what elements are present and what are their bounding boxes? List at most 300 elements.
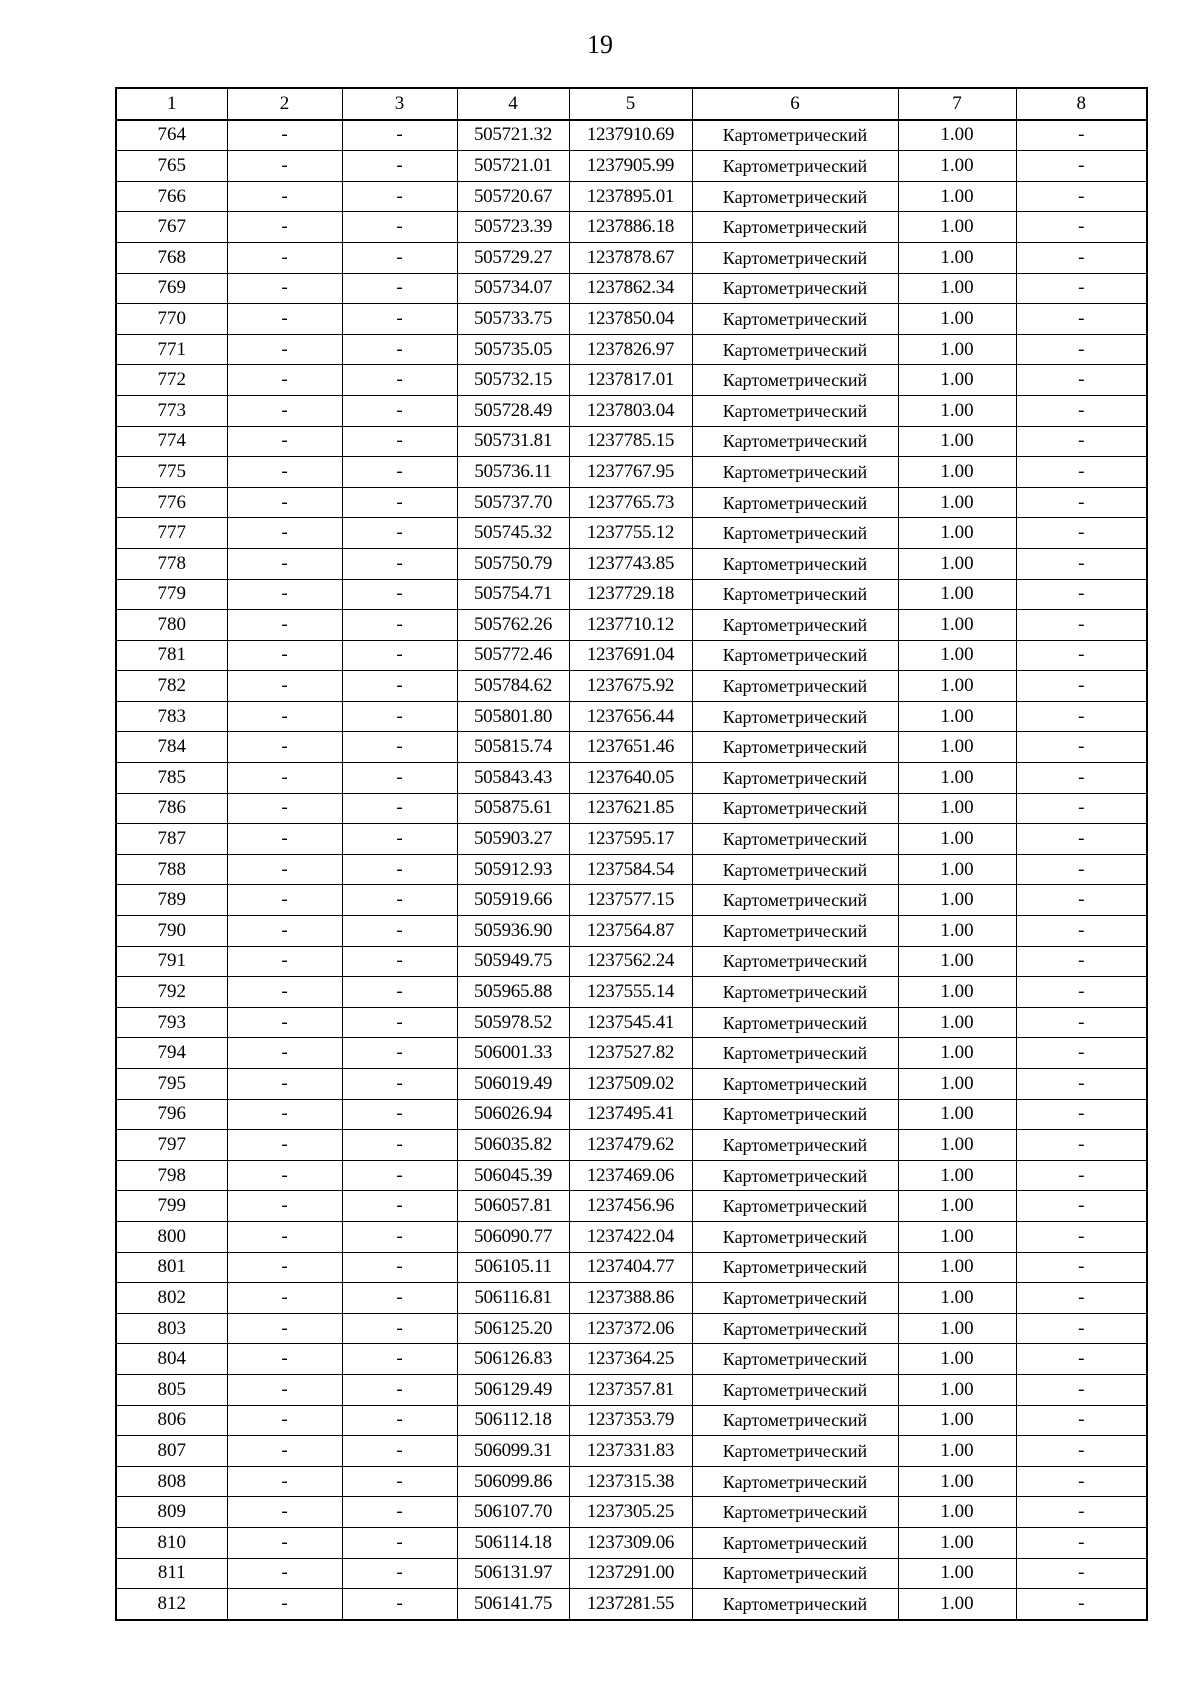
point-number-cell: 811 (116, 1558, 227, 1589)
table-row (116, 1589, 1147, 1620)
accuracy-cell: 1.00 (898, 885, 1016, 916)
col8-cell: - (1016, 242, 1147, 273)
method-cell: Картометрический (692, 1283, 898, 1314)
col8-cell: - (1016, 212, 1147, 243)
accuracy-cell: 1.00 (898, 212, 1016, 243)
col3-cell: - (342, 1038, 457, 1069)
col8-cell: - (1016, 1405, 1147, 1436)
point-number-cell: 782 (116, 671, 227, 702)
y-coordinate-cell: 1237785.15 (569, 426, 692, 457)
accuracy-cell: 1.00 (898, 732, 1016, 763)
x-coordinate-cell: 505919.66 (457, 885, 569, 916)
col2-cell: - (227, 1589, 342, 1620)
method-cell: Картометрический (692, 763, 898, 794)
col8-cell: - (1016, 946, 1147, 977)
y-coordinate-cell: 1237767.95 (569, 457, 692, 488)
y-coordinate-cell: 1237509.02 (569, 1069, 692, 1100)
table-row (116, 487, 1147, 518)
col3-cell: - (342, 824, 457, 855)
table-row (116, 1527, 1147, 1558)
col2-cell: - (227, 518, 342, 549)
col8-cell: - (1016, 1130, 1147, 1161)
table-row (116, 946, 1147, 977)
col2-cell: - (227, 854, 342, 885)
method-cell: Картометрический (692, 242, 898, 273)
y-coordinate-cell: 1237422.04 (569, 1221, 692, 1252)
method-cell: Картометрический (692, 1160, 898, 1191)
col3-cell: - (342, 365, 457, 396)
point-number-cell: 796 (116, 1099, 227, 1130)
method-cell: Картометрический (692, 518, 898, 549)
x-coordinate-cell: 506126.83 (457, 1344, 569, 1375)
method-cell: Картометрический (692, 1191, 898, 1222)
method-cell: Картометрический (692, 671, 898, 702)
col8-cell: - (1016, 671, 1147, 702)
col2-cell: - (227, 1313, 342, 1344)
col2-cell: - (227, 1069, 342, 1100)
accuracy-cell: 1.00 (898, 1099, 1016, 1130)
col8-cell: - (1016, 1191, 1147, 1222)
col8-cell: - (1016, 120, 1147, 151)
accuracy-cell: 1.00 (898, 518, 1016, 549)
x-coordinate-cell: 505734.07 (457, 273, 569, 304)
point-number-cell: 794 (116, 1038, 227, 1069)
x-coordinate-cell: 505843.43 (457, 763, 569, 794)
accuracy-cell: 1.00 (898, 304, 1016, 335)
col3-cell: - (342, 1436, 457, 1467)
point-number-cell: 779 (116, 579, 227, 610)
x-coordinate-cell: 505772.46 (457, 640, 569, 671)
col3-cell: - (342, 1160, 457, 1191)
point-number-cell: 770 (116, 304, 227, 335)
col2-cell: - (227, 1497, 342, 1528)
col3-cell: - (342, 946, 457, 977)
method-cell: Картометрический (692, 1313, 898, 1344)
col8-cell: - (1016, 1099, 1147, 1130)
accuracy-cell: 1.00 (898, 151, 1016, 182)
accuracy-cell: 1.00 (898, 120, 1016, 151)
table-row (116, 120, 1147, 151)
column-header: 8 (1016, 88, 1147, 120)
x-coordinate-cell: 505815.74 (457, 732, 569, 763)
col3-cell: - (342, 1221, 457, 1252)
x-coordinate-cell: 506112.18 (457, 1405, 569, 1436)
table-row (116, 395, 1147, 426)
method-cell: Картометрический (692, 365, 898, 396)
col2-cell: - (227, 181, 342, 212)
col8-cell: - (1016, 1374, 1147, 1405)
x-coordinate-cell: 506057.81 (457, 1191, 569, 1222)
accuracy-cell: 1.00 (898, 1252, 1016, 1283)
x-coordinate-cell: 505754.71 (457, 579, 569, 610)
x-coordinate-cell: 506107.70 (457, 1497, 569, 1528)
col3-cell: - (342, 763, 457, 794)
col8-cell: - (1016, 548, 1147, 579)
y-coordinate-cell: 1237584.54 (569, 854, 692, 885)
col3-cell: - (342, 518, 457, 549)
col2-cell: - (227, 304, 342, 335)
col2-cell: - (227, 824, 342, 855)
col8-cell: - (1016, 1466, 1147, 1497)
table-row (116, 1099, 1147, 1130)
col8-cell: - (1016, 1344, 1147, 1375)
x-coordinate-cell: 505723.39 (457, 212, 569, 243)
col3-cell: - (342, 1497, 457, 1528)
method-cell: Картометрический (692, 273, 898, 304)
y-coordinate-cell: 1237621.85 (569, 793, 692, 824)
method-cell: Картометрический (692, 854, 898, 885)
table-row (116, 1191, 1147, 1222)
col3-cell: - (342, 212, 457, 243)
accuracy-cell: 1.00 (898, 1007, 1016, 1038)
accuracy-cell: 1.00 (898, 426, 1016, 457)
col2-cell: - (227, 610, 342, 641)
table-row (116, 885, 1147, 916)
point-number-cell: 798 (116, 1160, 227, 1191)
point-number-cell: 769 (116, 273, 227, 304)
col2-cell: - (227, 885, 342, 916)
x-coordinate-cell: 506116.81 (457, 1283, 569, 1314)
y-coordinate-cell: 1237281.55 (569, 1589, 692, 1620)
method-cell: Картометрический (692, 916, 898, 947)
col8-cell: - (1016, 793, 1147, 824)
col2-cell: - (227, 1007, 342, 1038)
table-row (116, 916, 1147, 947)
accuracy-cell: 1.00 (898, 365, 1016, 396)
x-coordinate-cell: 505720.67 (457, 181, 569, 212)
method-cell: Картометрический (692, 610, 898, 641)
accuracy-cell: 1.00 (898, 181, 1016, 212)
point-number-cell: 805 (116, 1374, 227, 1405)
x-coordinate-cell: 505733.75 (457, 304, 569, 335)
method-cell: Картометрический (692, 1344, 898, 1375)
y-coordinate-cell: 1237372.06 (569, 1313, 692, 1344)
x-coordinate-cell: 505801.80 (457, 701, 569, 732)
y-coordinate-cell: 1237305.25 (569, 1497, 692, 1528)
col8-cell: - (1016, 365, 1147, 396)
col8-cell: - (1016, 640, 1147, 671)
accuracy-cell: 1.00 (898, 671, 1016, 702)
method-cell: Картометрический (692, 1527, 898, 1558)
y-coordinate-cell: 1237456.96 (569, 1191, 692, 1222)
y-coordinate-cell: 1237315.38 (569, 1466, 692, 1497)
col8-cell: - (1016, 701, 1147, 732)
method-cell: Картометрический (692, 457, 898, 488)
col8-cell: - (1016, 1007, 1147, 1038)
y-coordinate-cell: 1237743.85 (569, 548, 692, 579)
col8-cell: - (1016, 885, 1147, 916)
col8-cell: - (1016, 763, 1147, 794)
method-cell: Картометрический (692, 885, 898, 916)
col3-cell: - (342, 1344, 457, 1375)
col3-cell: - (342, 1527, 457, 1558)
accuracy-cell: 1.00 (898, 1191, 1016, 1222)
x-coordinate-cell: 506141.75 (457, 1589, 569, 1620)
method-cell: Картометрический (692, 1405, 898, 1436)
col2-cell: - (227, 1221, 342, 1252)
method-cell: Картометрический (692, 1099, 898, 1130)
table-row (116, 1221, 1147, 1252)
y-coordinate-cell: 1237656.44 (569, 701, 692, 732)
accuracy-cell: 1.00 (898, 640, 1016, 671)
point-number-cell: 802 (116, 1283, 227, 1314)
col8-cell: - (1016, 273, 1147, 304)
y-coordinate-cell: 1237527.82 (569, 1038, 692, 1069)
y-coordinate-cell: 1237910.69 (569, 120, 692, 151)
col8-cell: - (1016, 1497, 1147, 1528)
accuracy-cell: 1.00 (898, 854, 1016, 885)
col2-cell: - (227, 946, 342, 977)
table-row (116, 548, 1147, 579)
table-row (116, 1344, 1147, 1375)
point-number-cell: 808 (116, 1466, 227, 1497)
x-coordinate-cell: 505728.49 (457, 395, 569, 426)
table-row (116, 518, 1147, 549)
col2-cell: - (227, 120, 342, 151)
point-number-cell: 765 (116, 151, 227, 182)
table-row (116, 1007, 1147, 1038)
method-cell: Картометрический (692, 212, 898, 243)
col2-cell: - (227, 212, 342, 243)
table-row (116, 763, 1147, 794)
column-header: 7 (898, 88, 1016, 120)
col3-cell: - (342, 1007, 457, 1038)
method-cell: Картометрический (692, 701, 898, 732)
method-cell: Картометрический (692, 1466, 898, 1497)
point-number-cell: 775 (116, 457, 227, 488)
point-number-cell: 773 (116, 395, 227, 426)
table-row (116, 1436, 1147, 1467)
col2-cell: - (227, 1344, 342, 1375)
x-coordinate-cell: 505903.27 (457, 824, 569, 855)
x-coordinate-cell: 505978.52 (457, 1007, 569, 1038)
y-coordinate-cell: 1237595.17 (569, 824, 692, 855)
col3-cell: - (342, 916, 457, 947)
col3-cell: - (342, 426, 457, 457)
y-coordinate-cell: 1237826.97 (569, 334, 692, 365)
y-coordinate-cell: 1237691.04 (569, 640, 692, 671)
accuracy-cell: 1.00 (898, 1313, 1016, 1344)
point-number-cell: 795 (116, 1069, 227, 1100)
table-row (116, 304, 1147, 335)
x-coordinate-cell: 506099.86 (457, 1466, 569, 1497)
col3-cell: - (342, 1466, 457, 1497)
y-coordinate-cell: 1237850.04 (569, 304, 692, 335)
col8-cell: - (1016, 1589, 1147, 1620)
col8-cell: - (1016, 1283, 1147, 1314)
accuracy-cell: 1.00 (898, 334, 1016, 365)
x-coordinate-cell: 505736.11 (457, 457, 569, 488)
col2-cell: - (227, 334, 342, 365)
coordinates-table (115, 87, 1148, 1621)
col2-cell: - (227, 579, 342, 610)
table-row (116, 212, 1147, 243)
col3-cell: - (342, 640, 457, 671)
table-row (116, 426, 1147, 457)
accuracy-cell: 1.00 (898, 1130, 1016, 1161)
method-cell: Картометрический (692, 1589, 898, 1620)
x-coordinate-cell: 505750.79 (457, 548, 569, 579)
col2-cell: - (227, 242, 342, 273)
col3-cell: - (342, 181, 457, 212)
y-coordinate-cell: 1237364.25 (569, 1344, 692, 1375)
accuracy-cell: 1.00 (898, 916, 1016, 947)
table-row (116, 242, 1147, 273)
point-number-cell: 777 (116, 518, 227, 549)
y-coordinate-cell: 1237564.87 (569, 916, 692, 947)
col2-cell: - (227, 732, 342, 763)
col2-cell: - (227, 395, 342, 426)
accuracy-cell: 1.00 (898, 793, 1016, 824)
x-coordinate-cell: 506105.11 (457, 1252, 569, 1283)
y-coordinate-cell: 1237651.46 (569, 732, 692, 763)
method-cell: Картометрический (692, 120, 898, 151)
x-coordinate-cell: 506035.82 (457, 1130, 569, 1161)
col8-cell: - (1016, 487, 1147, 518)
accuracy-cell: 1.00 (898, 1374, 1016, 1405)
point-number-cell: 809 (116, 1497, 227, 1528)
y-coordinate-cell: 1237388.86 (569, 1283, 692, 1314)
x-coordinate-cell: 506114.18 (457, 1527, 569, 1558)
point-number-cell: 806 (116, 1405, 227, 1436)
col3-cell: - (342, 579, 457, 610)
accuracy-cell: 1.00 (898, 1436, 1016, 1467)
table-row (116, 181, 1147, 212)
accuracy-cell: 1.00 (898, 824, 1016, 855)
x-coordinate-cell: 505912.93 (457, 854, 569, 885)
col3-cell: - (342, 793, 457, 824)
col3-cell: - (342, 120, 457, 151)
col2-cell: - (227, 151, 342, 182)
col3-cell: - (342, 1130, 457, 1161)
column-header: 1 (116, 88, 227, 120)
y-coordinate-cell: 1237878.67 (569, 242, 692, 273)
col8-cell: - (1016, 1069, 1147, 1100)
y-coordinate-cell: 1237469.06 (569, 1160, 692, 1191)
point-number-cell: 793 (116, 1007, 227, 1038)
method-cell: Картометрический (692, 1436, 898, 1467)
y-coordinate-cell: 1237817.01 (569, 365, 692, 396)
x-coordinate-cell: 505745.32 (457, 518, 569, 549)
table-header-row (116, 88, 1147, 120)
col3-cell: - (342, 1252, 457, 1283)
accuracy-cell: 1.00 (898, 1160, 1016, 1191)
accuracy-cell: 1.00 (898, 1038, 1016, 1069)
y-coordinate-cell: 1237331.83 (569, 1436, 692, 1467)
accuracy-cell: 1.00 (898, 1466, 1016, 1497)
col3-cell: - (342, 548, 457, 579)
x-coordinate-cell: 505784.62 (457, 671, 569, 702)
col2-cell: - (227, 487, 342, 518)
table-row (116, 579, 1147, 610)
accuracy-cell: 1.00 (898, 1344, 1016, 1375)
table-row (116, 610, 1147, 641)
method-cell: Картометрический (692, 793, 898, 824)
point-number-cell: 797 (116, 1130, 227, 1161)
accuracy-cell: 1.00 (898, 1589, 1016, 1620)
col2-cell: - (227, 793, 342, 824)
y-coordinate-cell: 1237353.79 (569, 1405, 692, 1436)
col8-cell: - (1016, 610, 1147, 641)
point-number-cell: 778 (116, 548, 227, 579)
point-number-cell: 781 (116, 640, 227, 671)
col3-cell: - (342, 457, 457, 488)
col3-cell: - (342, 1099, 457, 1130)
point-number-cell: 791 (116, 946, 227, 977)
table-row (116, 1374, 1147, 1405)
x-coordinate-cell: 506129.49 (457, 1374, 569, 1405)
col2-cell: - (227, 1374, 342, 1405)
method-cell: Картометрический (692, 304, 898, 335)
point-number-cell: 764 (116, 120, 227, 151)
method-cell: Картометрический (692, 1558, 898, 1589)
col8-cell: - (1016, 1038, 1147, 1069)
col2-cell: - (227, 1252, 342, 1283)
y-coordinate-cell: 1237577.15 (569, 885, 692, 916)
col3-cell: - (342, 1283, 457, 1314)
method-cell: Картометрический (692, 824, 898, 855)
accuracy-cell: 1.00 (898, 457, 1016, 488)
table-row (116, 1038, 1147, 1069)
col2-cell: - (227, 1405, 342, 1436)
col3-cell: - (342, 1405, 457, 1436)
point-number-cell: 774 (116, 426, 227, 457)
x-coordinate-cell: 505729.27 (457, 242, 569, 273)
table-row (116, 1313, 1147, 1344)
col8-cell: - (1016, 334, 1147, 365)
table-row (116, 701, 1147, 732)
method-cell: Картометрический (692, 1130, 898, 1161)
col3-cell: - (342, 977, 457, 1008)
col8-cell: - (1016, 304, 1147, 335)
x-coordinate-cell: 505731.81 (457, 426, 569, 457)
method-cell: Картометрический (692, 548, 898, 579)
col2-cell: - (227, 426, 342, 457)
table-row (116, 854, 1147, 885)
point-number-cell: 803 (116, 1313, 227, 1344)
accuracy-cell: 1.00 (898, 701, 1016, 732)
col3-cell: - (342, 1313, 457, 1344)
accuracy-cell: 1.00 (898, 1527, 1016, 1558)
table-row (116, 824, 1147, 855)
col2-cell: - (227, 1038, 342, 1069)
method-cell: Картометрический (692, 1069, 898, 1100)
page-number: 19 (587, 30, 613, 59)
y-coordinate-cell: 1237562.24 (569, 946, 692, 977)
x-coordinate-cell: 505737.70 (457, 487, 569, 518)
col2-cell: - (227, 671, 342, 702)
col8-cell: - (1016, 1221, 1147, 1252)
col3-cell: - (342, 395, 457, 426)
x-coordinate-cell: 506099.31 (457, 1436, 569, 1467)
method-cell: Картометрический (692, 487, 898, 518)
col2-cell: - (227, 457, 342, 488)
method-cell: Картометрический (692, 1038, 898, 1069)
y-coordinate-cell: 1237479.62 (569, 1130, 692, 1161)
point-number-cell: 768 (116, 242, 227, 273)
table-row (116, 1466, 1147, 1497)
x-coordinate-cell: 506131.97 (457, 1558, 569, 1589)
x-coordinate-cell: 505936.90 (457, 916, 569, 947)
column-header: 2 (227, 88, 342, 120)
accuracy-cell: 1.00 (898, 977, 1016, 1008)
table-row (116, 640, 1147, 671)
y-coordinate-cell: 1237886.18 (569, 212, 692, 243)
column-header: 3 (342, 88, 457, 120)
col8-cell: - (1016, 854, 1147, 885)
col3-cell: - (342, 701, 457, 732)
method-cell: Картометрический (692, 640, 898, 671)
